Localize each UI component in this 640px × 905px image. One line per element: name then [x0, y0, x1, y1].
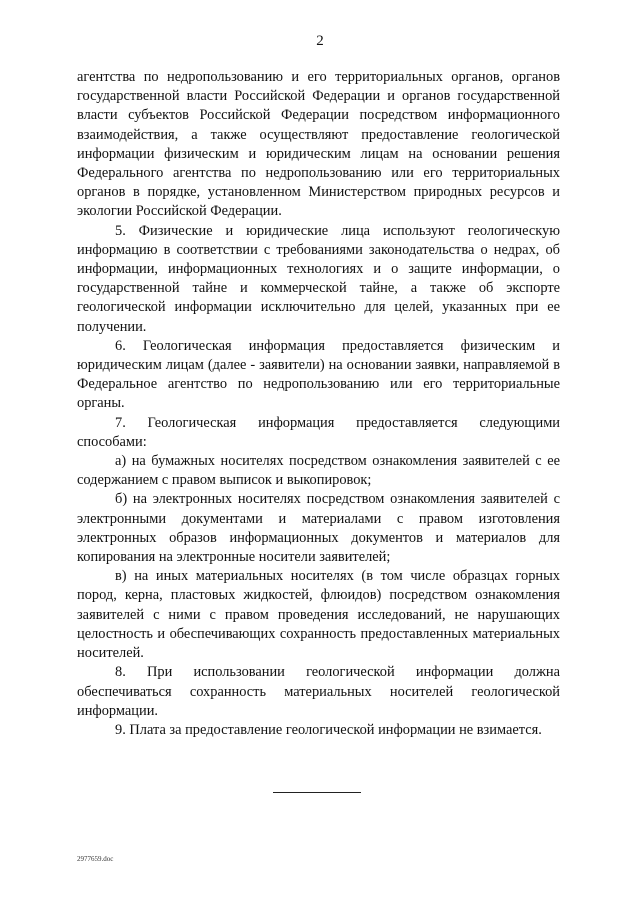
paragraph-8: 8. При использовании геологической информации должна обеспечиваться сохранность материальных носителей геологической информации. [77, 664, 560, 719]
paragraph-6: 6. Геологическая информация предоставляется физическим и юридическим лицам (далее - заявители) на основании заявки, направляемой в Федеральное агентство по недропользованию или его территориальные органы. [77, 337, 560, 412]
page-number: 2 [316, 33, 324, 49]
paragraph-5: 5. Физические и юридические лица используют геологическую информацию в соответствии с требованиями законодательства о недрах, об информации, информационных технологиях и о защите информации, о государственной тайне и коммерческой тайне, а также об экспорте геологической информации исключительно для целей, указанных при ее получении. [77, 222, 560, 335]
footer-doc-id: 2977659.doc [77, 855, 114, 863]
paragraph-7c: в) на иных материальных носителях (в том числе образцах горных пород, керна, пластовых жидкостей, флюидов) посредством ознакомления заявителей с ними с правом проведения исследований, не нарушающих целостность и обеспечивающих сохранность предоставленных материальных носителей. [77, 568, 560, 662]
paragraph-7b: б) на электронных носителях посредством ознакомления заявителей с электронными документами и материалами с правом изготовления электронных образов информационных документов и материалов для копирования на электронные носители заявителей; [77, 491, 560, 566]
paragraph-continuation: агентства по недропользованию и его территориальных органов, органов государственной власти Российской Федерации и органов государственной власти субъектов Российской Федерации посредством информационного взаимодействия, а также осуществляют предоставление геологической информации физическим и юридическим лицам на основании решения Федерального агентства по недропользованию или его территориальных органов в порядке, установленном Министерством природных ресурсов и экологии Российской Федерации. [77, 69, 560, 220]
paragraph-7: 7. Геологическая информация предоставляется следующими способами: [77, 414, 560, 450]
closing-rule [273, 792, 361, 793]
document-body [77, 68, 560, 740]
paragraph-9: 9. Плата за предоставление геологической информации не взимается. [115, 721, 542, 738]
paragraph-7a: а) на бумажных носителях посредством ознакомления заявителей с ее содержанием с правом выписок и выкопировок; [77, 453, 560, 489]
